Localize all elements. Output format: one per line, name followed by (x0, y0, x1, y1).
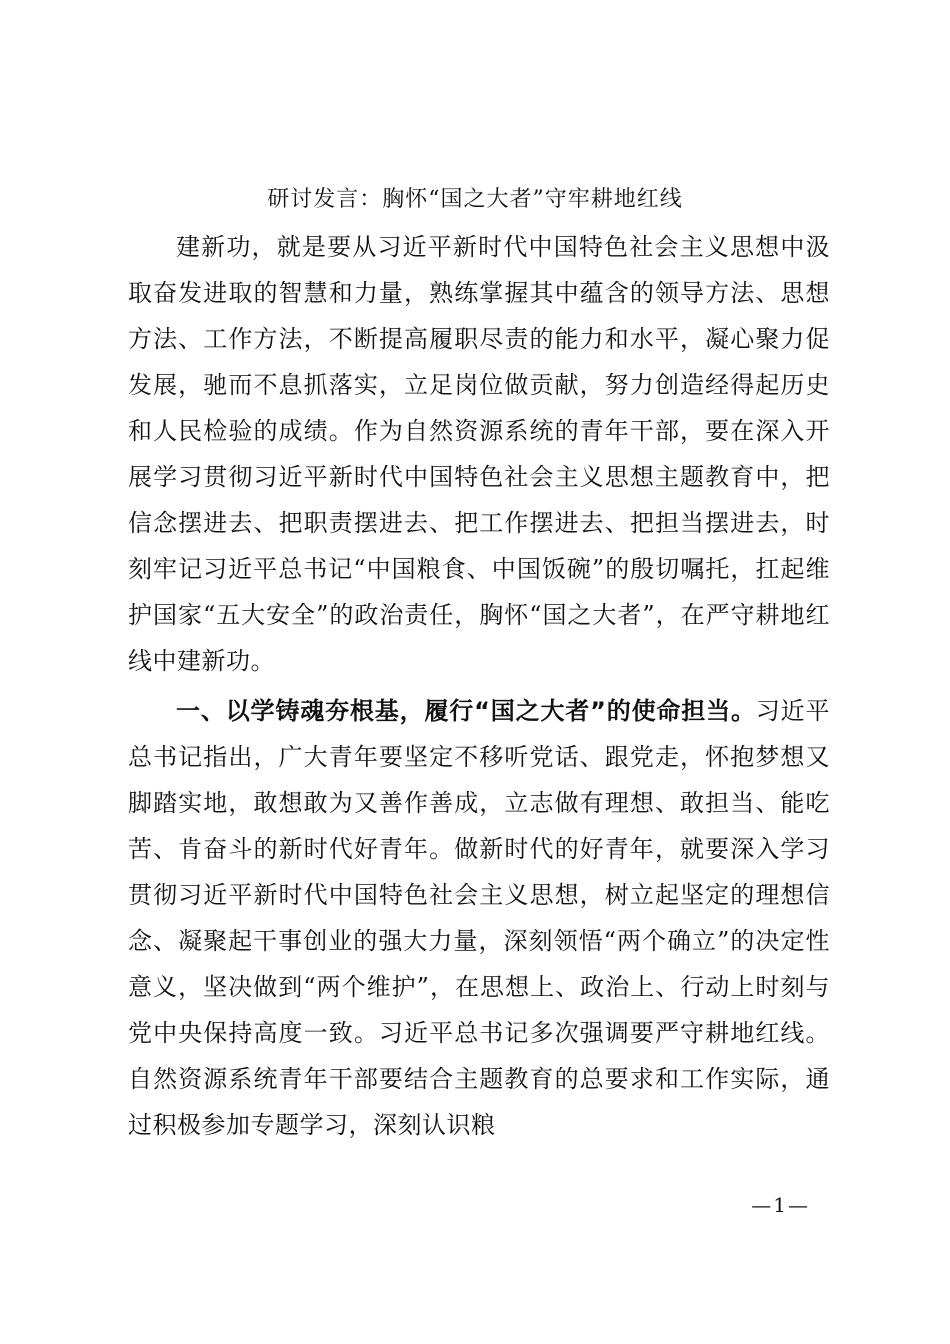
document-title: 研讨发言：胸怀“国之大者”守牢耕地红线 (267, 187, 683, 212)
paragraph-1 (128, 224, 830, 684)
paragraph-2-text: 习近平总书记指出，广大青年要坚定不移听党话、跟党走，怀抱梦想又脚踏实地，敢想敢为又善作善成，立志做有理想、敢担当、能吃苦、肯奋斗的新时代好青年。做新时代的好青年，就要深入学习贯彻习近平新时代中国特色社会主义思想，树立起坚定的理想信念、凝聚起干事创业的强大力量，深刻领悟“两个确立”的决定性意义，坚决做到“两个维护”，在思想上、政治上、行动上时刻与党中央保持高度一致。习近平总书记多次强调要严守耕地红线。自然资源系统青年干部要结合主题教育的总要求和工作实际，通过积极参加专题学习，深刻认识粮 (128, 697, 831, 1139)
paragraph-2 (128, 688, 830, 1148)
paragraph-1-text: 建新功，就是要从习近平新时代中国特色社会主义思想中汲取奋发进取的智慧和力量，熟练掌握其中蕴含的领导方法、思想方法、工作方法，不断提高履职尽责的能力和水平，凝心聚力促发展，驰而不息抓落实，立足岗位做贡献，努力创造经得起历史和人民检验的成绩。作为自然资源系统的青年干部，要在深入开展学习贯彻习近平新时代中国特色社会主义思想主题教育中，把信念摆进去、把职责摆进去、把工作摆进去、把担当摆进去，时刻牢记习近平总书记“中国粮食、中国饭碗”的殷切嘱托，扛起维护国家“五大安全”的政治责任，胸怀“国之大者”，在严守耕地红线中建新功。 (128, 233, 830, 675)
page-number: —1— (751, 1193, 810, 1217)
paragraph-2-body (128, 688, 830, 1148)
section-heading: 一、以学铸魂夯根基，履行“国之大者”的使命担当。 (176, 697, 756, 725)
